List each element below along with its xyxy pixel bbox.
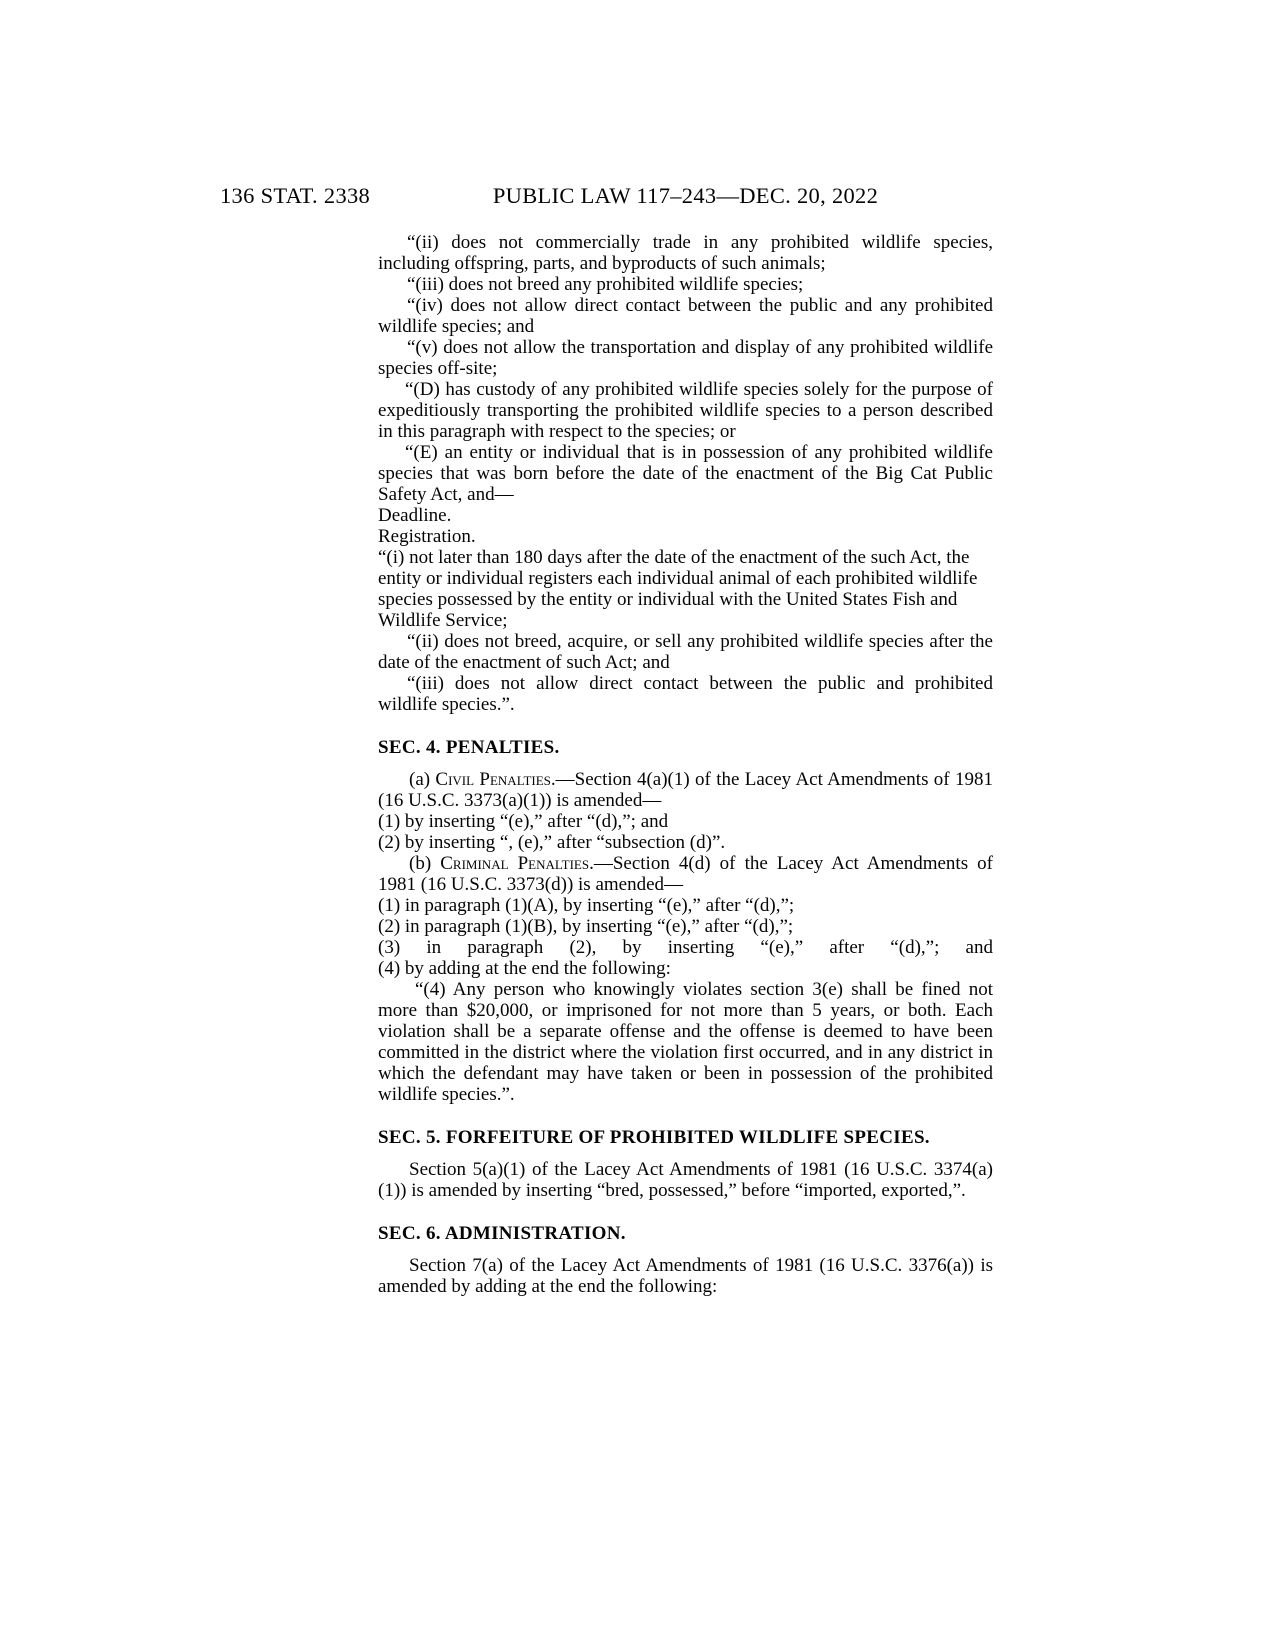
statute-body-column — [378, 232, 993, 1297]
sec4-heading: SEC. 4. PENALTIES. — [378, 737, 560, 758]
sec4-a-prefix: (a) — [409, 769, 436, 790]
clause-iii: “(iii) does not breed any prohibited wildlife species; — [407, 274, 804, 295]
sec4-b-prefix: (b) — [409, 853, 441, 874]
clause-ii: “(ii) does not commercially trade in any prohibited wildlife species, including offspring, parts, and byproducts of such animals; — [378, 232, 993, 274]
public-law-running-head: PUBLIC LAW 117–243—DEC. 20, 2022 — [492, 183, 879, 208]
sec4-a-smallcaps: Civil Penalties. — [435, 769, 556, 790]
sec4-a-item-1: (1) by inserting “(e),” after “(d),”; and — [378, 811, 669, 832]
clause-e-ii: “(ii) does not breed, acquire, or sell any prohibited wildlife species after the date of the enactment of such Act; and — [378, 631, 993, 673]
sec5-body: Section 5(a)(1) of the Lacey Act Amendments of 1981 (16 U.S.C. 3374(a)(1)) is amended by inserting “bred, possessed,” before “imported, exported,”. — [378, 1159, 993, 1201]
sec6-heading: SEC. 6. ADMINISTRATION. — [378, 1223, 626, 1244]
sec4-b-item-2: (2) in paragraph (1)(B), by inserting “(e),” after “(d),”; — [378, 916, 794, 937]
stat-page-number: 136 STAT. 2338 — [220, 183, 371, 208]
clause-e-i-text: “(i) not later than 180 days after the date of the enactment of the such Act, the entity or individual registers each individual animal of each prohibited wildlife species possessed by the entity or individual with the United States Fish and Wildlife Service; — [378, 547, 978, 631]
sec4-b-smallcaps: Criminal Penalties. — [440, 853, 594, 874]
sec4-subsection-a — [378, 769, 993, 811]
clause-e-iii: “(iii) does not allow direct contact between the public and prohibited wildlife species.”. — [378, 673, 993, 715]
sec4-subsection-b — [378, 853, 993, 895]
subparagraph-E: “(E) an entity or individual that is in possession of any prohibited wildlife species that was born before the date of the enactment of the Big Cat Public Safety Act, and— — [378, 442, 993, 505]
margin-note-registration: Registration. — [378, 526, 476, 547]
sec4-b-item-3: (3) in paragraph (2), by inserting “(e),” after “(d),”; and — [378, 937, 993, 958]
sec6-body: Section 7(a) of the Lacey Act Amendments of 1981 (16 U.S.C. 3376(a)) is amended by adding at the end the following: — [378, 1255, 993, 1297]
sec4-b-item-4: (4) by adding at the end the following: — [378, 958, 671, 979]
sec4-a-item-2: (2) by inserting “, (e),” after “subsection (d)”. — [378, 832, 726, 853]
clause-iv: “(iv) does not allow direct contact between the public and any prohibited wildlife species; and — [378, 295, 993, 337]
sec5-heading: SEC. 5. FORFEITURE OF PROHIBITED WILDLIFE SPECIES. — [378, 1127, 930, 1148]
margin-note-deadline: Deadline. — [378, 505, 452, 526]
sec4-b-item-1: (1) in paragraph (1)(A), by inserting “(e),” after “(d),”; — [378, 895, 795, 916]
sec4-a-rest: —Section 4(a)(1) of the Lacey Act Amendments of 1981 (16 U.S.C. 3373(a)(1)) is amended— — [378, 769, 993, 811]
clause-v: “(v) does not allow the transportation and display of any prohibited wildlife species off-site; — [378, 337, 993, 379]
sec4-quoted-paragraph-4: “(4) Any person who knowingly violates section 3(e) shall be fined not more than $20,000, or imprisoned for not more than 5 years, or both. Each violation shall be a separate offense and the offense is deemed to have been committed in the district where the violation first occurred, and in any district in which the defendant may have taken or been in possession of the prohibited wildlife species.”. — [378, 979, 993, 1105]
subparagraph-D: “(D) has custody of any prohibited wildlife species solely for the purpose of expeditiously transporting the prohibited wildlife species to a person described in this paragraph with respect to the species; or — [378, 379, 993, 442]
sec4-b-rest: —Section 4(d) of the Lacey Act Amendments of 1981 (16 U.S.C. 3373(d)) is amended— — [378, 853, 993, 895]
